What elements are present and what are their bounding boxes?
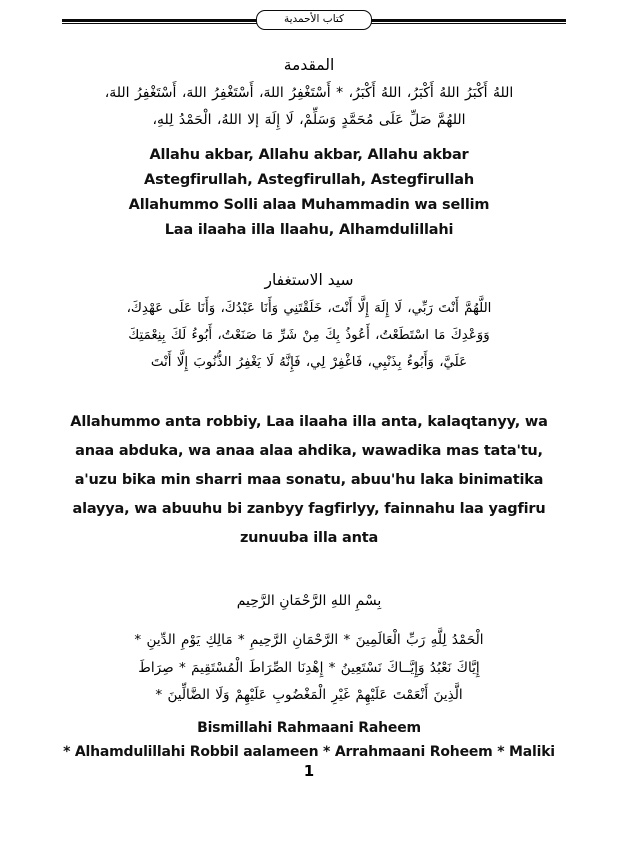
section-title-istighfar: سيد الاستغفار <box>264 271 354 289</box>
section-opening <box>22 54 596 243</box>
transliteration-istighfar <box>22 408 596 553</box>
transliteration-line: * Alhamdulillahi Robbil aalameen * Arrahmaani Roheem * Maliki <box>63 743 555 760</box>
arabic-text-fatiha <box>22 627 596 710</box>
transliteration-opening <box>22 143 596 243</box>
arabic-line: اللهُمَّ صَلِّ عَلَى مُحَمَّدٍ وَسَلِّمْ، لَا إِلَهَ إلا اللهُ، الْحَمْدُ لِلهِ، <box>152 112 466 128</box>
section-title-opening: المقدمة <box>283 56 335 74</box>
basmala-line: بِسْمِ اللهِ الرَّحْمَانِ الرَّحِيم <box>236 593 382 609</box>
transliteration-line: Bismillahi Rahmaani Raheem <box>197 719 421 736</box>
arabic-line: وَوَعْدِكَ مَا اسْتَطَعْتُ، أَعُوذُ بِكَ مِنْ شَرِّ مَا صَنَعْتُ، أَبُوءُ لَكَ بِنِعْمَتِكَ <box>128 328 490 343</box>
arabic-text-istighfar <box>22 295 596 376</box>
section-istighfar <box>22 269 596 553</box>
arabic-line: اللهُ أَكْبَرُ اللهُ أَكْبَرُ، اللهُ أَكْبَرُ، * أَسْتَغْفِرُ اللهَ، أَسْتَغْفِرُ اللهَ، أَسْتَغْفِرُ اللهَ، <box>104 85 514 101</box>
arabic-line: اللَّهُمَّ أَنْتَ رَبِّي، لَا إِلَهَ إِلَّا أَنْتَ، خَلَقْتَنِي وَأَنَا عَبْدُكَ، وَأَنَا عَلَى عَهْدِكَ، <box>126 301 492 316</box>
arabic-text-opening <box>22 80 596 134</box>
page-number: 1 <box>303 762 315 780</box>
page-content <box>0 54 618 764</box>
transliteration-line: Laa ilaaha illa llaahu, Alhamdulillahi <box>164 222 454 238</box>
transliteration-line: a'uzu bika min sharri maa sonatu, abuu'hu laka binimatika <box>74 472 544 488</box>
transliteration-fatiha <box>22 716 596 764</box>
section-fatiha <box>22 589 596 764</box>
transliteration-line: alayya, wa abuuhu bi zanbyy fagfirlyy, fainnahu laa yagfiru <box>72 501 546 517</box>
transliteration-line: Allahummo Solli alaa Muhammadin wa sellim <box>128 197 490 213</box>
transliteration-line: zunuuba illa anta <box>239 530 379 546</box>
arabic-line: عَلَيَّ، وَأَبُوءُ بِذَنْبِي، فَاغْفِرْ لِي، فَإِنَّهُ لَا يَغْفِرُ الذُّنُوبَ إِلَّا أَنْتَ <box>150 355 468 370</box>
transliteration-line: Allahu akbar, Allahu akbar, Allahu akbar <box>149 147 469 163</box>
transliteration-line: anaa abduka, wa anaa alaa ahdika, wawadika mas tata'tu, <box>75 443 543 459</box>
page-header <box>62 0 566 40</box>
transliteration-line: Astegfirullah, Astegfirullah, Astegfirullah <box>144 172 474 188</box>
header-title-chip: كتاب الأحمدية <box>256 10 372 30</box>
transliteration-line: Allahummo anta robbiy, Laa ilaaha illa anta, kalaqtanyy, wa <box>70 414 548 430</box>
arabic-line: الَّذِينَ أَنْعَمْتَ عَلَيْهِمْ غَيْرِ الْمَغْضُوبِ عَلَيْهِمْ وَلَا الضَّالِّينَ * <box>155 687 463 703</box>
arabic-line: الْحَمْدُ لِلَّهِ رَبِّ الْعَالَمِينَ * الرَّحْمَانِ الرَّحِيمِ * مَالِكِ يَوْمِ الدِّينِ * <box>134 632 484 648</box>
arabic-line: إِيَّاكَ نَعْبُدُ وَإِيَّــاكَ نَسْتَعِينُ * إِهْدِنَا الصِّرَاطَ الْمُسْتَقِيمَ * صِرَاطَ <box>138 659 480 676</box>
